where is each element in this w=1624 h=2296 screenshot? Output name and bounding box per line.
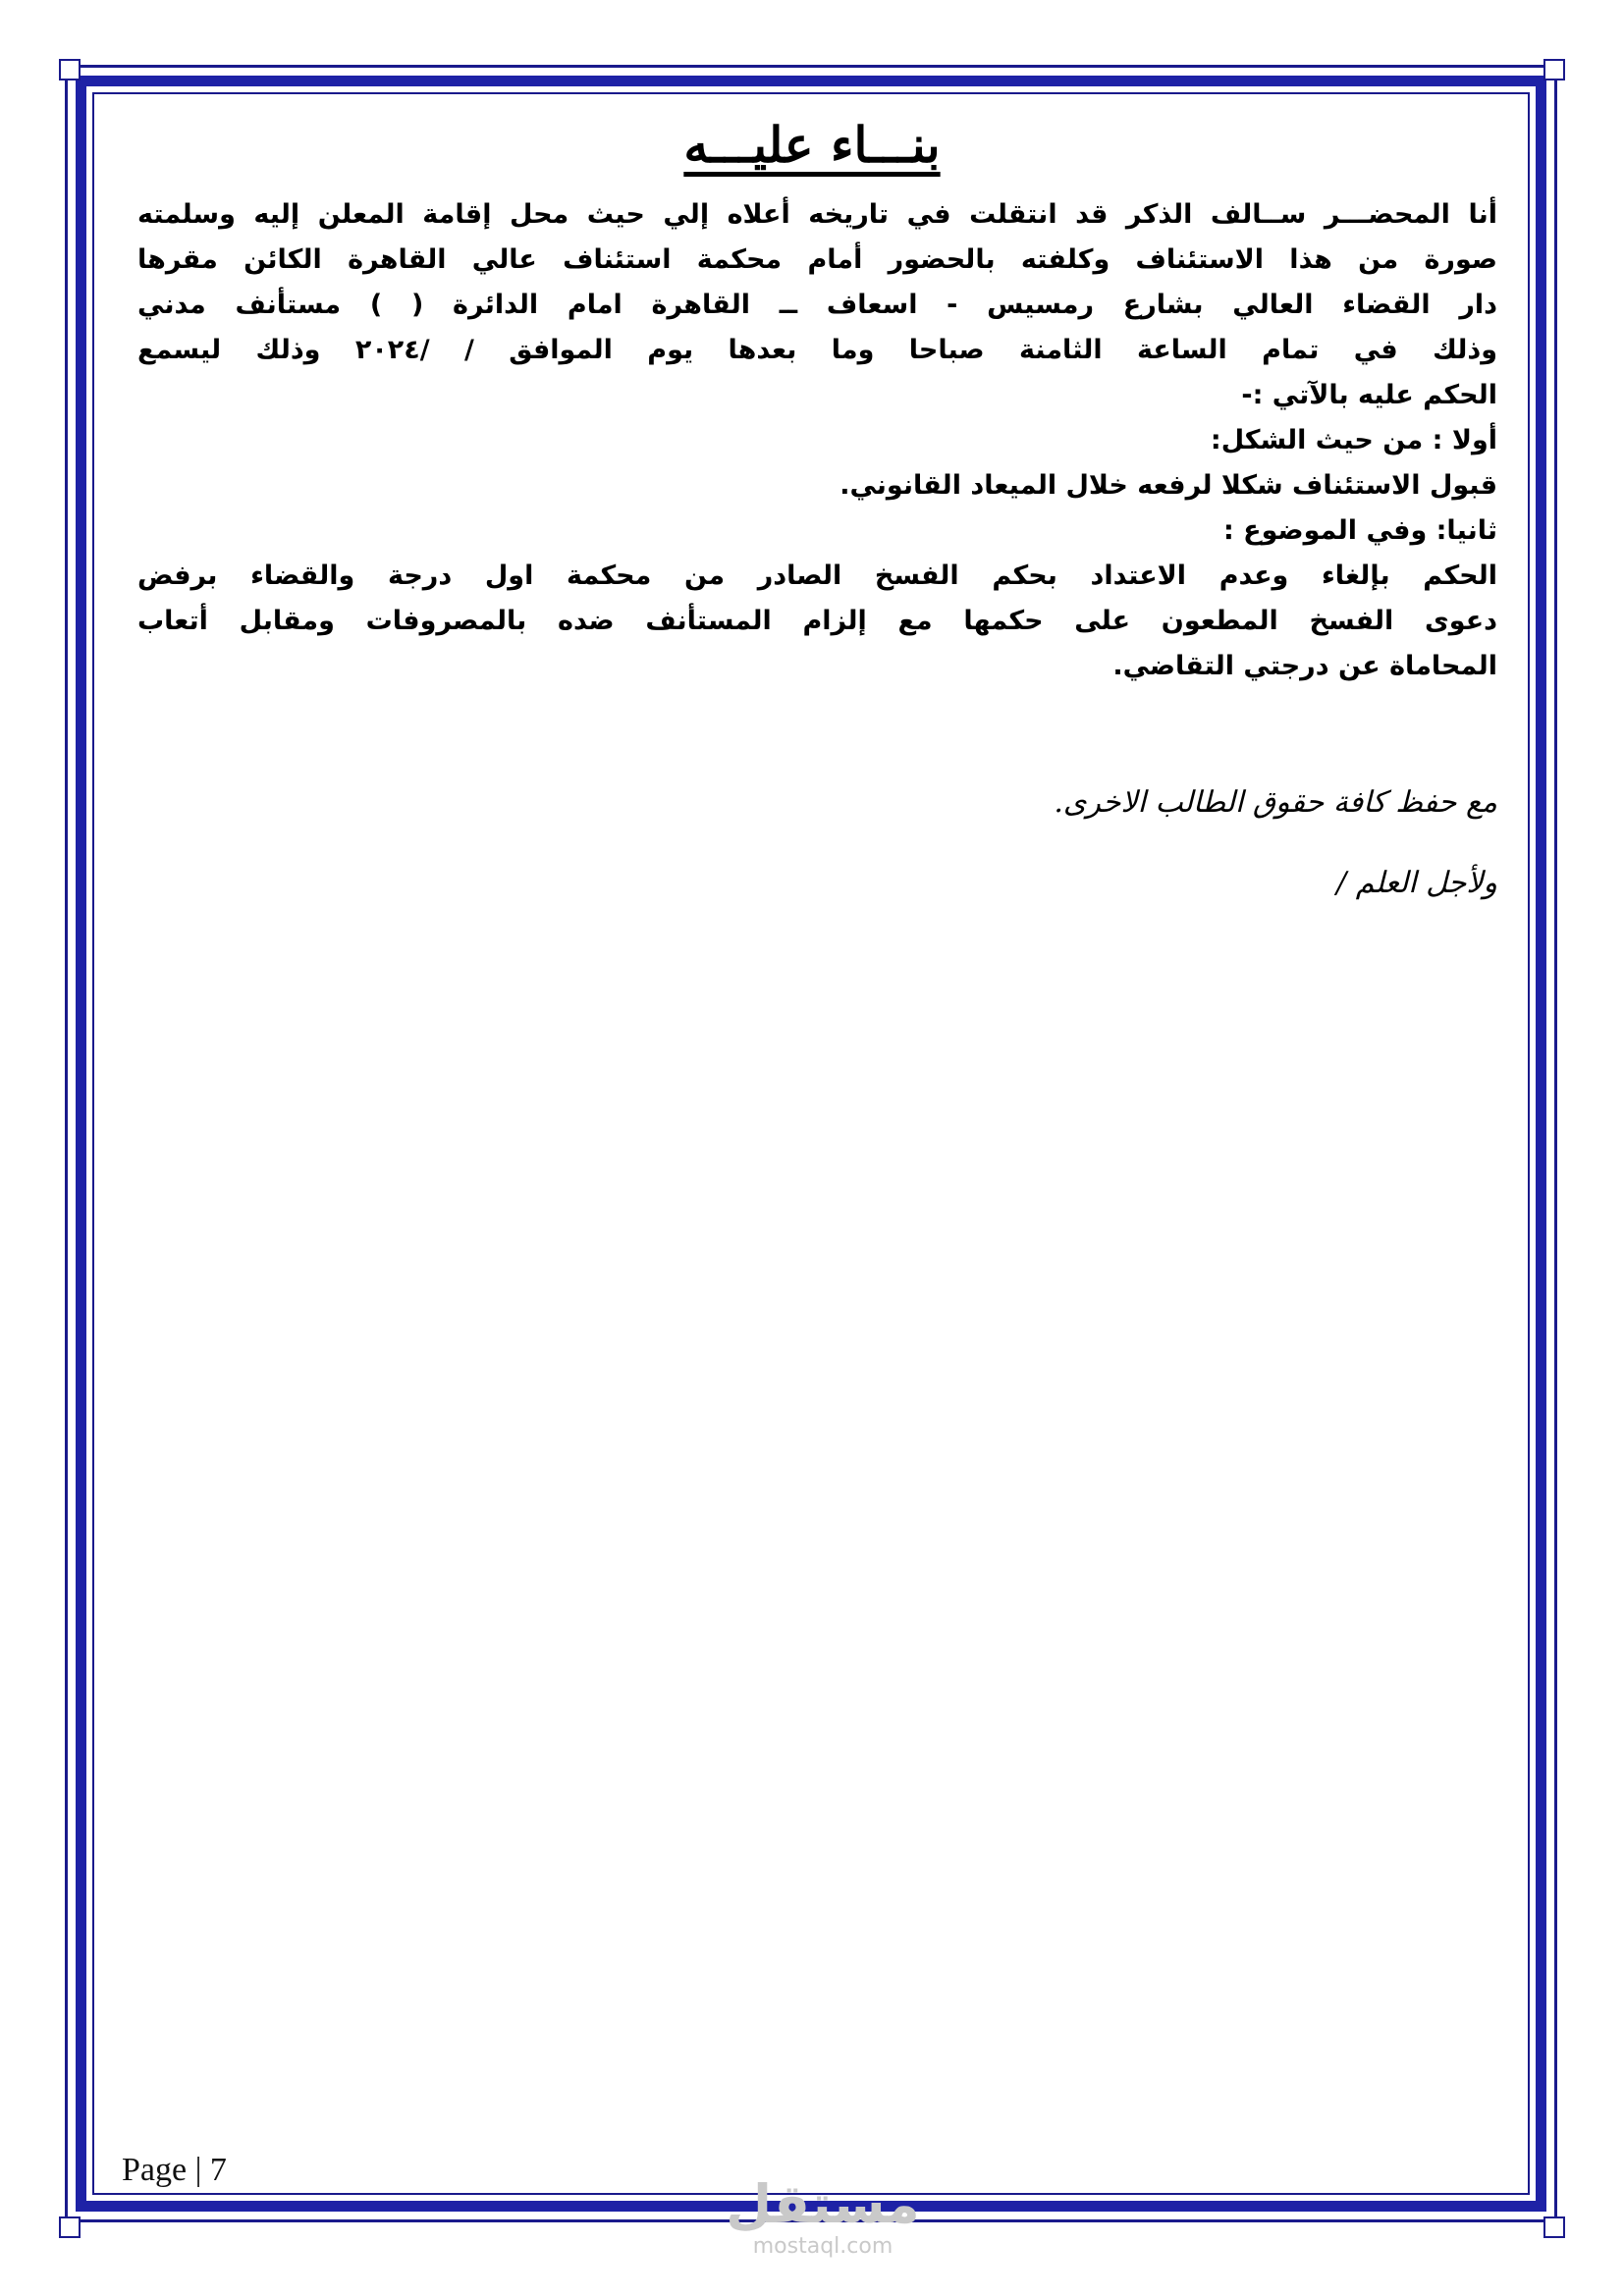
page-number: Page | 7 — [122, 2152, 227, 2188]
closing-rights-note: مع حفظ كافة حقوق الطالب الاخرى. — [1054, 785, 1497, 820]
border-corner-bottom-right — [1543, 2216, 1565, 2238]
body-line: صورة من هذا الاستئناف وكلفته بالحضور أمام محكمة استئناف عالي القاهرة الكائن مقرها — [137, 244, 1497, 275]
section-heading-subject: ثانيا: وفي الموضوع : — [1222, 515, 1497, 546]
document-body — [137, 192, 1497, 689]
border-corner-top-left — [59, 59, 81, 80]
body-line: وذلك في تمام الساعة الثامنة صباحا وما بعدها يوم الموافق / /٢٠٢٤ وذلك ليسمع — [137, 335, 1497, 365]
border-corner-bottom-left — [59, 2216, 81, 2238]
body-line: أنا المحضـــر ســالف الذكر قد انتقلت في تاريخه أعلاه إلي حيث محل إقامة المعلن إليه وسلمته — [137, 199, 1497, 230]
body-line: دعوى الفسخ المطعون على حكمها مع إلزام المستأنف ضده بالمصروفات ومقابل أتعاب — [137, 606, 1497, 636]
body-line: دار القضاء العالي بشارع رمسيس - اسعاف ــ القاهرة امام الدائرة ( ) مستأنف مدني — [137, 290, 1497, 320]
document-title-text: بنـــاء عليـــه — [683, 116, 941, 174]
border-corner-top-right — [1543, 59, 1565, 80]
body-line: المحاماة عن درجتي التقاضي. — [1112, 651, 1497, 681]
watermark-latin: mostaql.com — [752, 2234, 893, 2259]
closing-for-knowledge: ولأجل العلم / — [1336, 866, 1497, 900]
watermark-arabic: مستقل — [726, 2173, 920, 2235]
body-line: الحكم بإلغاء وعدم الاعتداد بحكم الفسخ الصادر من محكمة اول درجة والقضاء برفض — [137, 561, 1497, 591]
document-title — [0, 116, 1624, 174]
watermark — [715, 2175, 931, 2259]
section-heading-form: أولا : من حيث الشكل: — [1210, 425, 1497, 455]
body-line: الحكم عليه بالآتي :- — [1241, 380, 1497, 410]
body-line: قبول الاستئناف شكلا لرفعه خلال الميعاد القانوني. — [839, 470, 1497, 501]
